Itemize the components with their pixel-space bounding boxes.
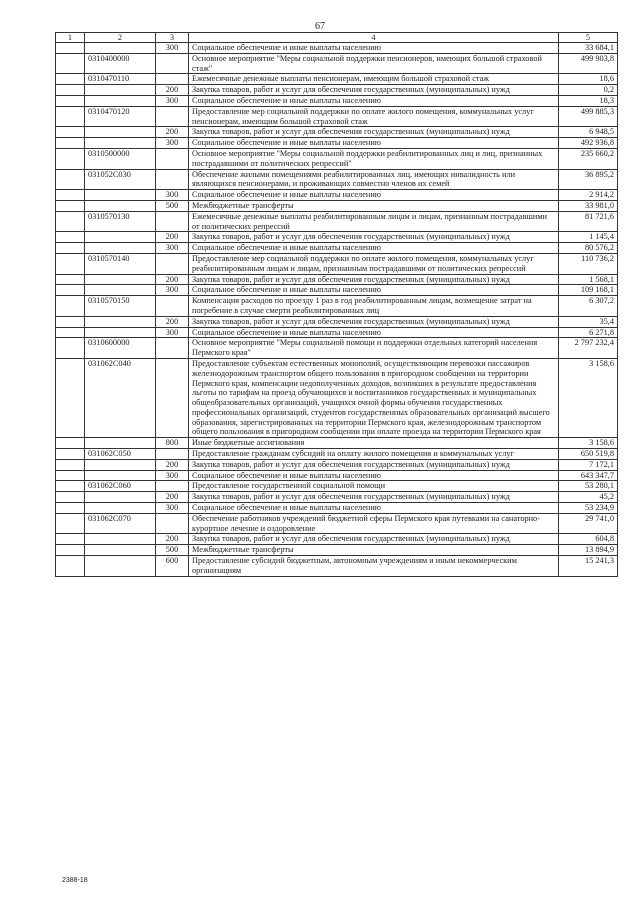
target-article-code-cell — [85, 95, 156, 106]
target-article-code-cell: 031062С070 — [85, 513, 156, 534]
item-name-cell: Предоставление мер социальной поддержки по оплате жилого помещения, коммунальных услуг пенсионерам, имеющим большой страховой стаж — [189, 106, 559, 127]
amount-cell: 15 241,3 — [559, 556, 618, 577]
row-index-cell — [56, 85, 85, 96]
table-row — [56, 74, 618, 85]
item-name-cell: Основное мероприятие "Меры социальной поддержки реабилитированных лиц и лиц, признанных пострадавшими от политических репрессий" — [189, 148, 559, 169]
row-index-cell — [56, 95, 85, 106]
row-index-cell — [56, 53, 85, 74]
column-header-3: 3 — [156, 33, 189, 43]
row-index-cell — [56, 449, 85, 460]
target-article-code-cell — [85, 274, 156, 285]
expense-type-code-cell: 200 — [156, 459, 189, 470]
item-name-cell: Социальное обеспечение и иные выплаты населению — [189, 95, 559, 106]
column-header-4: 4 — [189, 33, 559, 43]
expense-type-code-cell: 300 — [156, 190, 189, 201]
target-article-code-cell — [85, 556, 156, 577]
table-row — [56, 53, 618, 74]
item-name-cell: Социальное обеспечение и иные выплаты населению — [189, 503, 559, 514]
expense-type-code-cell: 200 — [156, 316, 189, 327]
amount-cell: 2 797 232,4 — [559, 338, 618, 359]
table-row — [56, 503, 618, 514]
expense-type-code-cell: 200 — [156, 492, 189, 503]
table-row — [56, 127, 618, 138]
expense-type-code-cell: 300 — [156, 95, 189, 106]
amount-cell: 6 948,5 — [559, 127, 618, 138]
table-row — [56, 285, 618, 296]
target-article-code-cell: 031062С050 — [85, 449, 156, 460]
table-row — [56, 358, 618, 437]
row-index-cell — [56, 127, 85, 138]
table-row — [56, 296, 618, 317]
table-row — [56, 232, 618, 243]
expense-type-code-cell: 200 — [156, 85, 189, 96]
row-index-cell — [56, 470, 85, 481]
row-index-cell — [56, 243, 85, 254]
item-name-cell: Компенсация расходов по проезду 1 раз в год реабилитированным лицам, возмещение затрат на погребение в случае смерти реабилитированных лиц — [189, 296, 559, 317]
row-index-cell — [56, 148, 85, 169]
row-index-cell — [56, 316, 85, 327]
expense-type-code-cell — [156, 358, 189, 437]
item-name-cell: Социальное обеспечение и иные выплаты населению — [189, 138, 559, 149]
amount-cell: 3 158,6 — [559, 358, 618, 437]
amount-cell: 235 660,2 — [559, 148, 618, 169]
row-index-cell — [56, 190, 85, 201]
amount-cell: 6 307,2 — [559, 296, 618, 317]
amount-cell: 110 736,2 — [559, 253, 618, 274]
item-name-cell: Закупка товаров, работ и услуг для обеспечения государственных (муниципальных) нужд — [189, 316, 559, 327]
expense-type-code-cell: 300 — [156, 43, 189, 54]
table-header-row — [56, 33, 618, 43]
item-name-cell: Социальное обеспечение и иные выплаты населению — [189, 327, 559, 338]
row-index-cell — [56, 285, 85, 296]
amount-cell: 33 684,1 — [559, 43, 618, 54]
expense-type-code-cell — [156, 253, 189, 274]
expense-type-code-cell: 300 — [156, 470, 189, 481]
expense-type-code-cell: 300 — [156, 138, 189, 149]
budget-table — [55, 32, 618, 577]
table-row — [56, 459, 618, 470]
target-article-code-cell: 0310400000 — [85, 53, 156, 74]
row-index-cell — [56, 503, 85, 514]
target-article-code-cell — [85, 492, 156, 503]
target-article-code-cell — [85, 85, 156, 96]
row-index-cell — [56, 74, 85, 85]
row-index-cell — [56, 296, 85, 317]
table-row — [56, 211, 618, 232]
row-index-cell — [56, 253, 85, 274]
expense-type-code-cell: 500 — [156, 200, 189, 211]
row-index-cell — [56, 358, 85, 437]
amount-cell: 1 145,4 — [559, 232, 618, 243]
document-footer-code: 2388-18 — [62, 877, 88, 884]
target-article-code-cell: 0310500000 — [85, 148, 156, 169]
item-name-cell: Закупка товаров, работ и услуг для обеспечения государственных (муниципальных) нужд — [189, 492, 559, 503]
amount-cell: 6 271,8 — [559, 327, 618, 338]
row-index-cell — [56, 232, 85, 243]
row-index-cell — [56, 545, 85, 556]
row-index-cell — [56, 274, 85, 285]
row-index-cell — [56, 211, 85, 232]
amount-cell: 499 885,3 — [559, 106, 618, 127]
amount-cell: 53 280,1 — [559, 481, 618, 492]
amount-cell: 643 347,7 — [559, 470, 618, 481]
amount-cell: 650 519,8 — [559, 449, 618, 460]
target-article-code-cell: 0310570140 — [85, 253, 156, 274]
table-row — [56, 253, 618, 274]
amount-cell: 53 234,9 — [559, 503, 618, 514]
row-index-cell — [56, 556, 85, 577]
target-article-code-cell: 0310470120 — [85, 106, 156, 127]
table-row — [56, 513, 618, 534]
page-number: 67 — [315, 21, 325, 32]
amount-cell: 13 894,9 — [559, 545, 618, 556]
item-name-cell: Обеспечение жилыми помещениями реабилитированных лиц, имеющих инвалидность или являющихся пенсионерами, и проживающих совместно членов их семей — [189, 169, 559, 190]
table-row — [56, 190, 618, 201]
table-row — [56, 338, 618, 359]
row-index-cell — [56, 481, 85, 492]
target-article-code-cell — [85, 243, 156, 254]
budget-table-body — [56, 33, 618, 577]
target-article-code-cell — [85, 285, 156, 296]
amount-cell: 29 741,0 — [559, 513, 618, 534]
table-row — [56, 481, 618, 492]
expense-type-code-cell: 200 — [156, 127, 189, 138]
target-article-code-cell — [85, 200, 156, 211]
row-index-cell — [56, 338, 85, 359]
expense-type-code-cell: 800 — [156, 438, 189, 449]
item-name-cell: Ежемесячные денежные выплаты пенсионерам, имеющим большой страховой стаж — [189, 74, 559, 85]
column-header-1: 1 — [56, 33, 85, 43]
target-article-code-cell — [85, 545, 156, 556]
item-name-cell: Ежемесячные денежные выплаты реабилитированным лицам и лицам, признанным пострадавшими от политических репрессий — [189, 211, 559, 232]
table-row — [56, 43, 618, 54]
amount-cell: 7 172,1 — [559, 459, 618, 470]
item-name-cell: Закупка товаров, работ и услуг для обеспечения государственных (муниципальных) нужд — [189, 459, 559, 470]
target-article-code-cell: 0310570150 — [85, 296, 156, 317]
table-row — [56, 148, 618, 169]
amount-cell: 45,2 — [559, 492, 618, 503]
table-row — [56, 85, 618, 96]
amount-cell: 1 568,1 — [559, 274, 618, 285]
item-name-cell: Межбюджетные трансферты — [189, 545, 559, 556]
item-name-cell: Закупка товаров, работ и услуг для обеспечения государственных (муниципальных) нужд — [189, 232, 559, 243]
amount-cell: 0,2 — [559, 85, 618, 96]
table-row — [56, 470, 618, 481]
expense-type-code-cell — [156, 338, 189, 359]
item-name-cell: Закупка товаров, работ и услуг для обеспечения государственных (муниципальных) нужд — [189, 274, 559, 285]
expense-type-code-cell: 300 — [156, 327, 189, 338]
row-index-cell — [56, 513, 85, 534]
expense-type-code-cell — [156, 169, 189, 190]
expense-type-code-cell: 200 — [156, 232, 189, 243]
item-name-cell: Предоставление мер социальной поддержки по оплате жилого помещения, коммунальных услуг реабилитированным лицам и лицам, признанным пострадавшими от политических репрессий — [189, 253, 559, 274]
table-row — [56, 556, 618, 577]
table-row — [56, 95, 618, 106]
target-article-code-cell: 0310470110 — [85, 74, 156, 85]
amount-cell: 18,3 — [559, 95, 618, 106]
amount-cell: 36 895,2 — [559, 169, 618, 190]
column-header-5: 5 — [559, 33, 618, 43]
amount-cell: 33 981,0 — [559, 200, 618, 211]
item-name-cell: Предоставление субъектам естественных монополий, осуществляющим перевозки пассажиров железнодорожным транспортом общего пользования в пригородном сообщении на территории Пермского края, компенсации недополученных доходов, возникших в результате предоставления льготы по тарифам на проезд обучающихся и воспитанников государственных и муниципальных общеобразовательных организаций, учащихся очной формы обучения государственных профессиональных организаций, студентов государственных образовательных организаций высшего образования, зарегистрированных на территории Пермского края, железнодорожным транспортом общего пользования в пригородном сообщении при оплате проезда на территории Пермского края — [189, 358, 559, 437]
row-index-cell — [56, 492, 85, 503]
expense-type-code-cell — [156, 513, 189, 534]
item-name-cell: Социальное обеспечение и иные выплаты населению — [189, 470, 559, 481]
amount-cell: 109 168,1 — [559, 285, 618, 296]
table-row — [56, 138, 618, 149]
table-row — [56, 316, 618, 327]
target-article-code-cell: 031062С060 — [85, 481, 156, 492]
target-article-code-cell: 0310600000 — [85, 338, 156, 359]
row-index-cell — [56, 534, 85, 545]
expense-type-code-cell: 200 — [156, 534, 189, 545]
target-article-code-cell — [85, 43, 156, 54]
expense-type-code-cell — [156, 296, 189, 317]
row-index-cell — [56, 459, 85, 470]
target-article-code-cell — [85, 534, 156, 545]
row-index-cell — [56, 43, 85, 54]
target-article-code-cell — [85, 503, 156, 514]
table-row — [56, 545, 618, 556]
table-row — [56, 449, 618, 460]
item-name-cell: Предоставление государственной социальной помощи — [189, 481, 559, 492]
amount-cell: 80 576,2 — [559, 243, 618, 254]
target-article-code-cell — [85, 127, 156, 138]
table-row — [56, 534, 618, 545]
expense-type-code-cell: 300 — [156, 285, 189, 296]
target-article-code-cell — [85, 459, 156, 470]
table-row — [56, 327, 618, 338]
row-index-cell — [56, 438, 85, 449]
expense-type-code-cell — [156, 481, 189, 492]
expense-type-code-cell: 300 — [156, 503, 189, 514]
target-article-code-cell: 031062С040 — [85, 358, 156, 437]
target-article-code-cell — [85, 232, 156, 243]
item-name-cell: Закупка товаров, работ и услуг для обеспечения государственных (муниципальных) нужд — [189, 127, 559, 138]
item-name-cell: Предоставление субсидий бюджетным, автономным учреждениям и иным некоммерческим организациям — [189, 556, 559, 577]
amount-cell: 81 721,6 — [559, 211, 618, 232]
target-article-code-cell: 031052С030 — [85, 169, 156, 190]
amount-cell: 2 914,2 — [559, 190, 618, 201]
expense-type-code-cell: 200 — [156, 274, 189, 285]
row-index-cell — [56, 106, 85, 127]
expense-type-code-cell: 300 — [156, 243, 189, 254]
item-name-cell: Основное мероприятие "Меры социальной помощи и поддержки отдельных категорий населения Пермского края" — [189, 338, 559, 359]
amount-cell: 604,8 — [559, 534, 618, 545]
expense-type-code-cell — [156, 74, 189, 85]
table-row — [56, 106, 618, 127]
row-index-cell — [56, 327, 85, 338]
target-article-code-cell — [85, 138, 156, 149]
item-name-cell: Закупка товаров, работ и услуг для обеспечения государственных (муниципальных) нужд — [189, 534, 559, 545]
target-article-code-cell — [85, 190, 156, 201]
amount-cell: 35,4 — [559, 316, 618, 327]
row-index-cell — [56, 200, 85, 211]
item-name-cell: Основное мероприятие "Меры социальной поддержки пенсионеров, имеющих большой страховой стаж" — [189, 53, 559, 74]
column-header-2: 2 — [85, 33, 156, 43]
table-row — [56, 438, 618, 449]
amount-cell: 492 936,8 — [559, 138, 618, 149]
item-name-cell: Социальное обеспечение и иные выплаты населению — [189, 285, 559, 296]
target-article-code-cell — [85, 327, 156, 338]
item-name-cell: Социальное обеспечение и иные выплаты населению — [189, 43, 559, 54]
item-name-cell: Закупка товаров, работ и услуг для обеспечения государственных (муниципальных) нужд — [189, 85, 559, 96]
target-article-code-cell — [85, 316, 156, 327]
table-row — [56, 492, 618, 503]
expense-type-code-cell — [156, 53, 189, 74]
item-name-cell: Иные бюджетные ассигнования — [189, 438, 559, 449]
expense-type-code-cell — [156, 148, 189, 169]
expense-type-code-cell: 500 — [156, 545, 189, 556]
target-article-code-cell — [85, 438, 156, 449]
amount-cell: 499 903,8 — [559, 53, 618, 74]
expense-type-code-cell — [156, 106, 189, 127]
item-name-cell: Обеспечение работников учреждений бюджетной сферы Пермского края путевками на санаторно-курортное лечение и оздоровление — [189, 513, 559, 534]
item-name-cell: Социальное обеспечение и иные выплаты населению — [189, 243, 559, 254]
amount-cell: 18,6 — [559, 74, 618, 85]
expense-type-code-cell — [156, 449, 189, 460]
item-name-cell: Социальное обеспечение и иные выплаты населению — [189, 190, 559, 201]
target-article-code-cell: 0310570130 — [85, 211, 156, 232]
item-name-cell: Межбюджетные трансферты — [189, 200, 559, 211]
row-index-cell — [56, 169, 85, 190]
amount-cell: 3 158,6 — [559, 438, 618, 449]
table-row — [56, 200, 618, 211]
table-row — [56, 169, 618, 190]
table-row — [56, 274, 618, 285]
row-index-cell — [56, 138, 85, 149]
table-row — [56, 243, 618, 254]
expense-type-code-cell — [156, 211, 189, 232]
item-name-cell: Предоставление гражданам субсидий на оплату жилого помещения и коммунальных услуг — [189, 449, 559, 460]
target-article-code-cell — [85, 470, 156, 481]
expense-type-code-cell: 600 — [156, 556, 189, 577]
